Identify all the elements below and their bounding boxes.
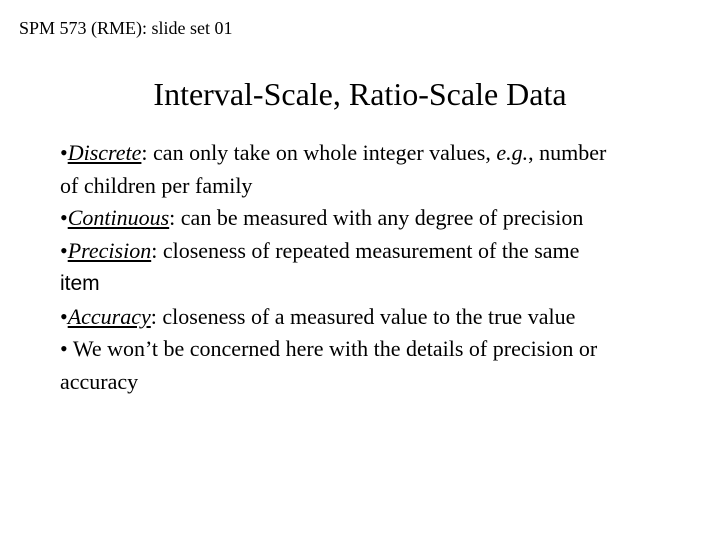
bullet-continuous [60,202,680,235]
bullet-precision [60,235,680,301]
term-accuracy: Accuracy [67,303,151,329]
bullet-text: : closeness of a measured value to the true value [150,303,576,329]
bullet-list [60,137,680,398]
bullet-text: of children per family [60,172,253,198]
bullet-marker: • [60,237,68,263]
term-precision: Precision [67,237,152,263]
bullet-text: : can only take on whole integer values, [141,140,497,165]
bullet-text: We won’t be concerned here with the details of precision or [72,336,598,361]
bullet-text: : can be measured with any degree of precision [169,205,584,230]
bullet-text: item [60,272,100,295]
bullet-text: accuracy [60,368,139,394]
bullet-text: : closeness of repeated measurement of the same [151,237,580,263]
bullet-concern [60,333,680,398]
bullet-marker: • [60,336,68,361]
bullet-marker: • [60,303,68,329]
bullet-text: , number [528,140,607,165]
eg-text: e.g. [496,140,529,165]
bullet-accuracy [60,301,680,334]
term-continuous: Continuous [67,205,170,230]
bullet-marker: • [60,140,68,165]
term-discrete: Discrete [67,140,142,165]
slide-title: Interval-Scale, Ratio-Scale Data [153,76,567,112]
bullet-marker: • [60,205,68,230]
slide-header: SPM 573 (RME): slide set 01 [19,18,233,38]
bullet-discrete [60,137,680,202]
